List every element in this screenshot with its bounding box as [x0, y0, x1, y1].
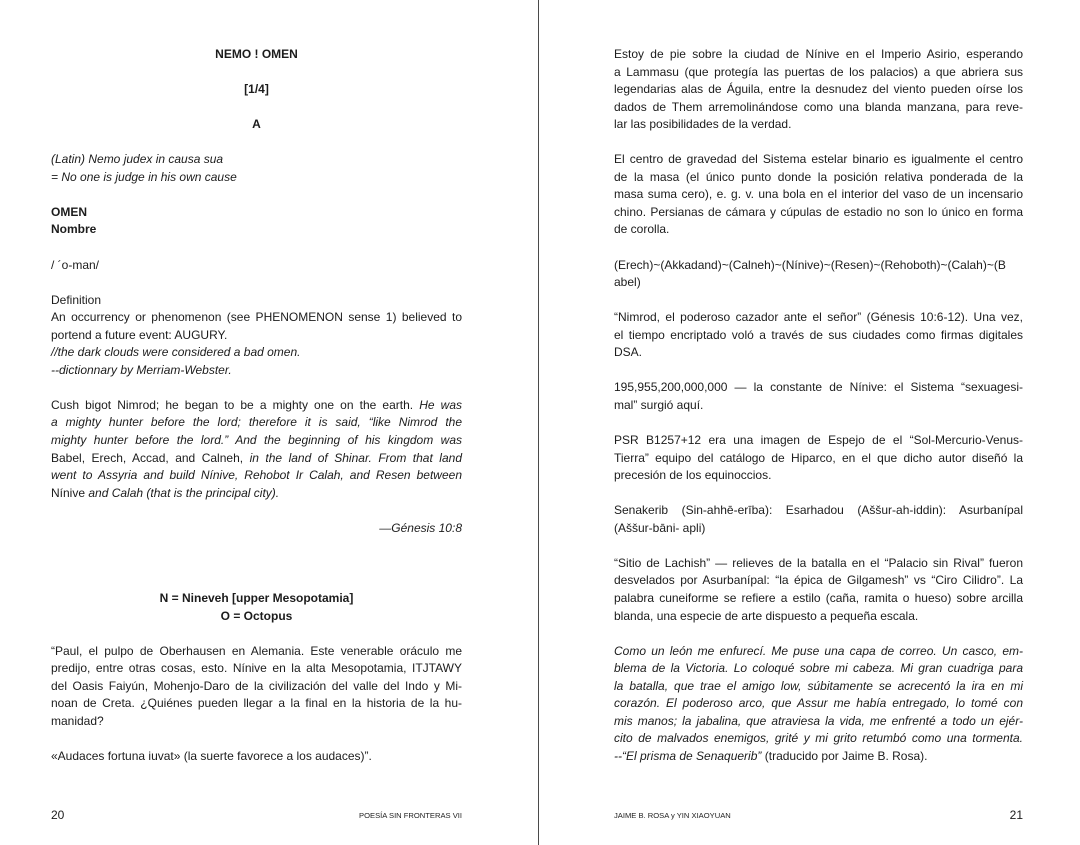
genesis-text-italic: He was: [413, 397, 462, 412]
section-headings: [51, 590, 462, 625]
entry-category: Nombre: [51, 222, 97, 237]
definition-block: [51, 292, 462, 380]
poem-line: corazón. El poderoso arco, que Assur me había entregado, lo tomé con: [614, 696, 1023, 711]
kings-paragraph-line: (Aššur-bāni- apli): [614, 520, 706, 535]
genesis-text: Babel, Erech, Accad, and Calneh,: [51, 450, 244, 465]
right-page-text: [614, 46, 1023, 765]
poem-line: blema de la Victoria. Lo coloqué sobre mi cabeza. Mi gran cuadriga para: [614, 661, 1023, 676]
genesis-paragraph: [51, 397, 462, 502]
part-indicator: [1/4]: [244, 82, 269, 97]
paul-paragraph-line: “Paul, el pulpo de Oberhausen en Alemania. Este venerable oráculo me: [51, 643, 462, 658]
genesis-line: [51, 397, 462, 415]
nineveh-paragraph-line: Estoy de pie sobre la ciudad de Nínive en el Imperio Asirio, esperando: [614, 47, 1023, 61]
genesis-text-italic: in the land of Shinar. From that land: [243, 450, 462, 465]
genesis-text-italic: mighty hunter before the lord.” And the beginning of his kingdom was: [51, 433, 462, 448]
definition-heading: Definition: [51, 292, 102, 307]
nineveh-paragraph-line: a Lammasu (que protegía las puertas de los palacios) a que abriera sus: [614, 64, 1023, 79]
poem-source-title: --“El prisma de Senaquerib”: [614, 748, 762, 763]
poem-line: la batalla, que trae el amigo low, súbitamente se acrecentó la ira en mi: [614, 678, 1023, 693]
lachish-paragraph-line: desvelados por Asurbanípal: “la épica de Gilgamesh” vs “Ciro Cilidro”. La: [614, 573, 1023, 588]
gravity-paragraph-line: chino. Persianas de cámara y cúpulas de estadio no son lo único en forma: [614, 204, 1023, 219]
gravity-paragraph-line: El centro de gravedad del Sistema estelar binario es igualmente el centro: [614, 152, 1023, 167]
cities-paragraph-line: (Erech)~(Akkadand)~(Calneh)~(Nínive)~(Resen)~(Rehoboth)~(Calah)~(B: [614, 257, 1006, 272]
paul-paragraph-line: noan de Creta. ¿Quiénes pueden llegar a la final en la historia de la hu-: [51, 696, 462, 711]
right-footer: [614, 806, 1023, 824]
genesis-text-italic: and Calah (that is the principal city).: [85, 485, 280, 500]
gravity-paragraph-line: de la masa (el único punto donde la posición relativa ponderada de la: [614, 169, 1023, 184]
running-title-left: POESÍA SIN FRONTERAS VII: [359, 810, 462, 820]
paul-paragraph: [51, 643, 462, 731]
paragraph-cities: [614, 257, 1023, 292]
genesis-line: [51, 467, 462, 485]
page-number-right: 21: [1009, 808, 1023, 822]
poem-source: [614, 748, 1023, 766]
nineveh-paragraph-line: lar las posibilidades de la verdad.: [614, 117, 792, 132]
right-page: [539, 0, 1080, 845]
nimrod-paragraph-line: “Nimrod, el poderoso cazador ante el señor” (Génesis 10:6-12). Una vez,: [614, 310, 1023, 325]
nimrod-paragraph-line: el tiempo encriptado voló a través de sus ciudades como firmas digitales: [614, 327, 1023, 342]
genesis-line: [51, 432, 462, 450]
psr-paragraph-line: Tierra” equipo del catálogo de Hiparco, en el que dicho autor diseñó la: [614, 450, 1023, 465]
poem-excerpt: [614, 643, 1023, 766]
lachish-paragraph-line: “Sitio de Lachish” — relieves de la batalla en el “Palacio sin Rival” fueron: [614, 555, 1023, 570]
paragraph-gravity: [614, 151, 1023, 239]
lachish-paragraph-line: blanda, una especie de arte dispuesto a pequeña escala.: [614, 608, 919, 623]
poem-source-credit: (traducido por Jaime B. Rosa).: [761, 748, 928, 763]
paul-paragraph-line: del Oasis Faiyún, Mohenjo-Daro de la civilización del valle del Indo y Mi-: [51, 678, 462, 693]
genesis-line: [51, 414, 462, 432]
latin-phrase: (Latin) Nemo judex in causa sua: [51, 152, 224, 167]
paragraph-nineveh: [614, 46, 1023, 134]
gravity-paragraph-line: masa suma cero), e. g. v. una bola en el interior del vaso de un incensario: [614, 187, 1023, 202]
psr-paragraph-line: precesión de los equinoccios.: [614, 468, 772, 483]
definition-line: portend a future event: AUGURY.: [51, 327, 228, 342]
heading-n-nineveh: N = Nineveh [upper Mesopotamia]: [159, 590, 354, 605]
poem-line: cito de malvados enemigos, grité y mi grito retumbó como una tormenta.: [614, 731, 1023, 746]
left-footer: [51, 806, 462, 824]
genesis-text: Nínive: [51, 485, 86, 500]
page-number-left: 20: [51, 808, 65, 822]
genesis-text-italic: went to Assyria and build Nínive, Rehobot Ir Calah, and Resen between: [51, 468, 462, 483]
paragraph-kings: [614, 502, 1023, 537]
nimrod-paragraph-line: DSA.: [614, 345, 643, 360]
entry-word: OMEN: [51, 204, 87, 219]
paul-paragraph-line: manidad?: [51, 713, 104, 728]
definition-example: //the dark clouds were considered a bad omen.: [51, 345, 301, 360]
paragraph-lachish: [614, 555, 1023, 625]
definition-line: An occurrency or phenomenon (see PHENOMENON sense 1) believed to: [51, 310, 462, 325]
genesis-text-italic: a mighty hunter before the lord; therefore it is said, “like Nimrod the: [51, 415, 462, 430]
paragraph-psr: [614, 432, 1023, 485]
paul-paragraph-line: predijo, entre otras cosas, esto. Nínive en la alta Mesopotamia, ITJTAWY: [51, 661, 462, 676]
section-letter: A: [252, 117, 261, 132]
lachish-paragraph-line: palabra cuneiforme se refiere a estilo (caña, ramita o hueso) sobre arcilla: [614, 590, 1023, 605]
heading-o-octopus: O = Octopus: [220, 608, 293, 623]
kings-paragraph-line: Senakerib (Sin-ahhē-erība): Esarhadou (Aššur-ah-iddin): Asurbanípal: [614, 503, 1023, 518]
entry-block: [51, 204, 462, 239]
genesis-line: [51, 485, 462, 503]
paragraph-nimrod: [614, 309, 1023, 362]
pronunciation: / ´o-man/: [51, 257, 100, 272]
running-title-right: JAIME B. ROSA y YIN XIAOYUAN: [614, 810, 731, 820]
paragraph-constant: [614, 379, 1023, 414]
cities-paragraph-line: abel): [614, 275, 641, 290]
nineveh-paragraph-line: dados de Them arremolinándose como una blanda manzana, para reve-: [614, 99, 1023, 114]
gravity-paragraph-line: de corolla.: [614, 222, 670, 237]
constant-paragraph-line: mal” surgió aquí.: [614, 397, 704, 412]
psr-paragraph-line: PSR B1257+12 era una imagen de Espejo de el “Sol-Mercurio-Venus-: [614, 433, 1023, 448]
genesis-line: [51, 450, 462, 468]
left-page-text: [51, 46, 462, 765]
genesis-text: Cush bigot Nimrod; he began to be a mighty one on the earth.: [51, 397, 414, 412]
left-page: [0, 0, 538, 845]
poem-title: NEMO ! OMEN: [215, 47, 298, 61]
latin-translation: = No one is judge in his own cause: [51, 169, 237, 184]
definition-source: --dictionnary by Merriam-Webster.: [51, 362, 232, 377]
constant-paragraph-line: 195,955,200,000,000 — la constante de Nínive: el Sistema “sexuagesi-: [614, 380, 1023, 395]
audaces-quote: «Audaces fortuna iuvat» (la suerte favorece a los audaces)”.: [51, 748, 372, 763]
genesis-citation: —Génesis 10:8: [379, 520, 462, 535]
poem-line: mis manos; la jabalina, que atraviesa la vida, me enfrenté a todo un ejér-: [614, 713, 1023, 728]
latin-block: [51, 151, 462, 186]
poem-line: Como un león me enfurecí. Me puse una capa de correo. Un casco, em-: [614, 643, 1023, 658]
nineveh-paragraph-line: legendarias alas de Águila, entre la desnudez del viento pueden oírse los: [614, 82, 1023, 97]
